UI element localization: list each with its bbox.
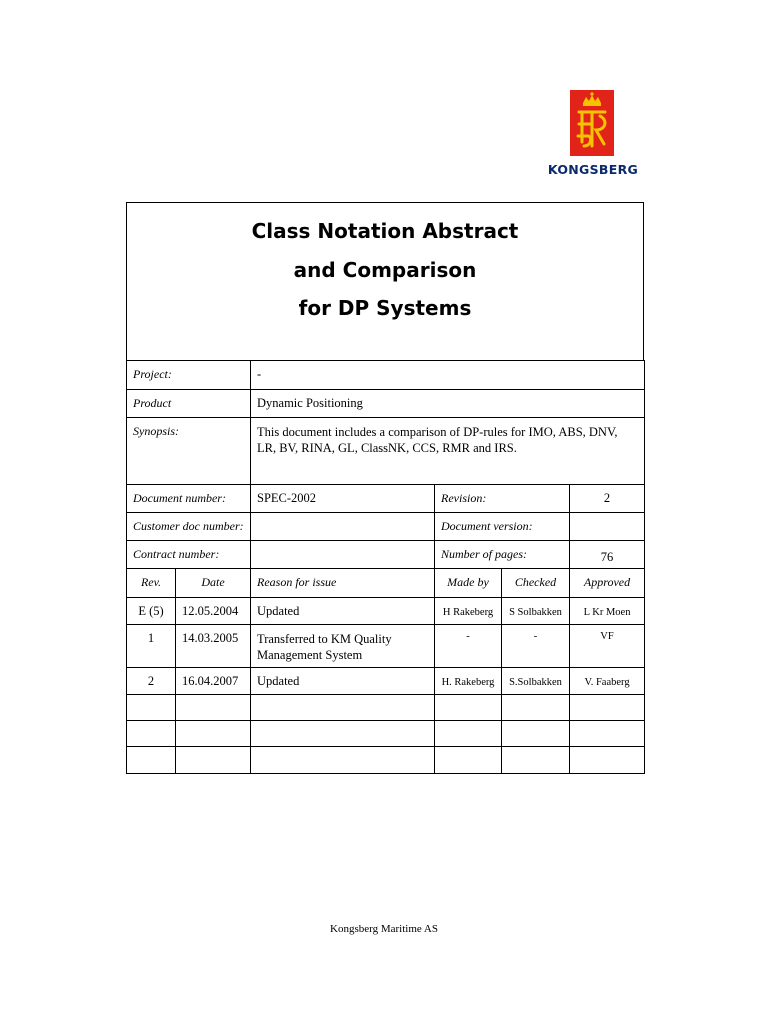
history-approved: V. Faaberg [570,668,645,695]
history-header-checked: Checked [502,569,570,598]
customer-doc-label: Customer doc number: [127,513,251,541]
empty-table-row [127,721,645,747]
history-header-row [127,569,645,598]
history-checked: S.Solbakken [502,668,570,695]
revision-value: 2 [570,485,645,513]
company-logo [546,90,640,180]
history-reason: Updated [251,598,435,625]
document-title-line-1: Class Notation Abstract [251,219,519,243]
history-approved: VF [570,625,645,668]
product-label: Product [127,390,251,418]
history-header-date: Date [176,569,251,598]
title-box [126,202,644,360]
history-rev: 1 [127,625,176,668]
empty-table-row [127,747,645,774]
document-number-value: SPEC-2002 [251,485,435,513]
history-made-by: H Rakeberg [435,598,502,625]
pages-value: 76 [570,541,645,569]
document-title-line-3: for DP Systems [298,296,472,320]
history-reason: Transferred to KM Quality Management System [251,625,435,668]
contract-value [251,541,435,569]
revision-label: Revision: [435,485,570,513]
history-date: 16.04.2007 [176,668,251,695]
history-reason: Updated [251,668,435,695]
history-made-by: - [435,625,502,668]
product-value: Dynamic Positioning [251,390,645,418]
table-row [127,598,645,625]
history-date: 12.05.2004 [176,598,251,625]
contract-row [127,541,645,569]
synopsis-row [127,418,645,485]
history-header-reason: Reason for issue [251,569,435,598]
history-made-by: H. Rakeberg [435,668,502,695]
project-label: Project: [127,361,251,390]
footer-company: Kongsberg Maritime AS [330,923,438,935]
history-checked: - [502,625,570,668]
product-row [127,390,645,418]
history-header-made-by: Made by [435,569,502,598]
project-row [127,361,645,390]
synopsis-value: This document includes a comparison of DP-rules for IMO, ABS, DNV, LR, BV, RINA, GL, ClassNK, CCS, RMR and IRS. [251,418,645,485]
kongsberg-emblem-icon [570,90,614,156]
history-date: 14.03.2005 [176,625,251,668]
document-number-row [127,485,645,513]
document-version-value [570,513,645,541]
project-value: - [251,361,645,390]
empty-table-row [127,695,645,721]
document-info-table [126,360,645,774]
document-version-label: Document version: [435,513,570,541]
history-approved: L Kr Moen [570,598,645,625]
table-row [127,668,645,695]
history-header-rev: Rev. [127,569,176,598]
document-number-label: Document number: [127,485,251,513]
history-rev: E (5) [127,598,176,625]
table-row [127,625,645,668]
history-rev: 2 [127,668,176,695]
synopsis-label: Synopsis: [127,418,251,485]
customer-doc-row [127,513,645,541]
customer-doc-value [251,513,435,541]
document-title-line-2: and Comparison [293,258,477,282]
contract-label: Contract number: [127,541,251,569]
history-checked: S Solbakken [502,598,570,625]
pages-label: Number of pages: [435,541,570,569]
history-header-approved: Approved [570,569,645,598]
logo-wordmark: KONGSBERG [547,162,639,177]
